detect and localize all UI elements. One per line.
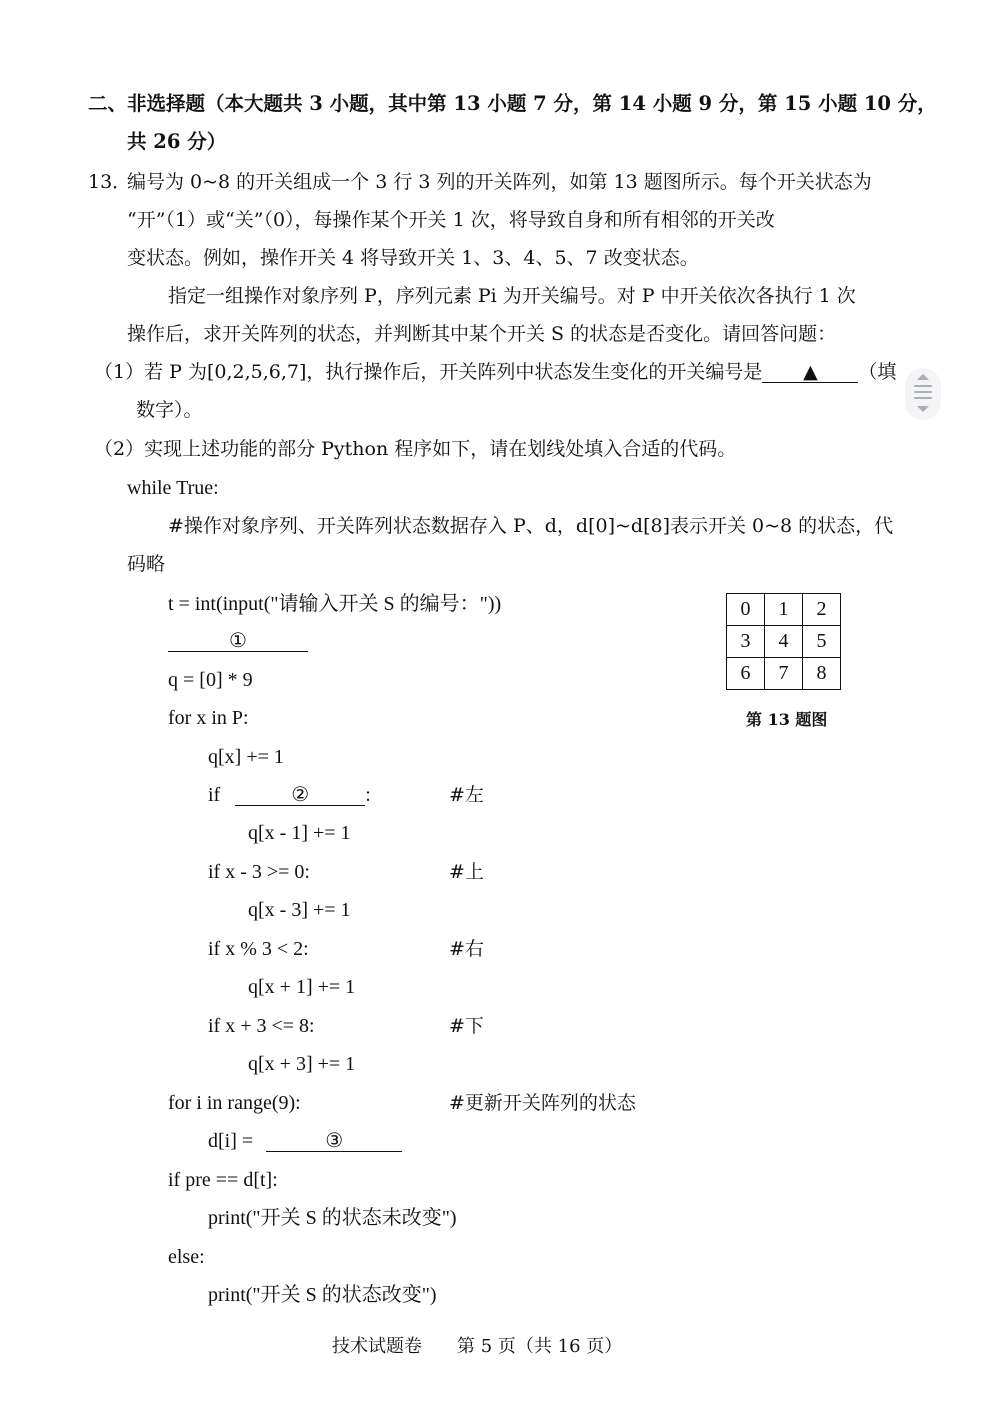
code-if-left (208, 783, 371, 807)
footer-subject: 技术试题卷 (332, 1336, 422, 1357)
question-para-line: 操作后，求开关阵列的状态，并判断其中某个开关 S 的状态是否变化。请回答问题： (127, 323, 837, 345)
answer-blank[interactable]: ▲ (762, 362, 858, 383)
switch-cell: 7 (765, 658, 803, 690)
code-q-up: q[x - 3] += 1 (248, 899, 351, 921)
code-comment: #操作对象序列、开关阵列状态数据存入 P、d，d[0]~d[8]表示开关 0~8 的状态，代 (168, 515, 894, 537)
code-comment-up: #上 (449, 861, 484, 883)
code-if-keyword: if (208, 784, 221, 806)
code-for-x: for x in P: (168, 707, 249, 729)
code-q-down: q[x + 3] += 1 (248, 1053, 356, 1075)
code-colon: : (365, 784, 371, 806)
question-number: 13． (88, 171, 132, 193)
section-heading: 二、非选择题（本大题共 3 小题，其中第 13 小题 7 分，第 14 小题 9 分，第 15 小题 10 分， (88, 92, 937, 115)
code-if-pre: if pre == d[t]: (168, 1169, 278, 1191)
code-comment-right: #右 (449, 938, 484, 960)
grip-line-icon (914, 391, 932, 393)
question-para-line: 指定一组操作对象序列 P，序列元素 Pi 为开关编号。对 P 中开关依次各执行 1 次 (168, 285, 856, 307)
switch-cell: 1 (765, 594, 803, 626)
code-q-init: q = [0] * 9 (168, 669, 253, 691)
code-blank-1-line (168, 629, 308, 653)
switch-cell: 8 (803, 658, 841, 690)
subquestion-1 (94, 360, 896, 384)
switch-grid (726, 593, 841, 690)
code-q-self: q[x] += 1 (208, 746, 284, 768)
grip-line-icon (914, 397, 932, 399)
section-heading-cont: 共 26 分） (127, 130, 227, 153)
code-comment-update: #更新开关阵列的状态 (449, 1092, 636, 1114)
chevron-down-icon (917, 406, 929, 412)
code-q-left: q[x - 1] += 1 (248, 822, 351, 844)
code-for-i: for i in range(9): (168, 1092, 301, 1114)
code-else: else: (168, 1246, 205, 1268)
switch-cell: 5 (803, 626, 841, 658)
figure-caption: 第 13 题图 (746, 710, 828, 729)
footer-page: 第 5 页（共 16 页） (457, 1336, 623, 1357)
code-if-right: if x % 3 < 2: (208, 938, 309, 960)
switch-cell: 4 (765, 626, 803, 658)
code-blank-3[interactable]: ③ (266, 1131, 402, 1152)
subquestion-1-cont: 数字）。 (136, 399, 203, 421)
grip-line-icon (914, 385, 932, 387)
subquestion-1-prefix: （1）若 P 为[0,2,5,6,7]，执行操作后，开关阵列中状态发生变化的开关编号是 (94, 361, 763, 383)
code-if-up: if x - 3 >= 0: (208, 861, 310, 883)
question-intro-line: 编号为 0~8 的开关组成一个 3 行 3 列的开关阵列，如第 13 题图所示。每个开关状态为 (127, 171, 872, 193)
code-print-changed: print("开关 S 的状态改变") (208, 1284, 437, 1306)
code-if-down: if x + 3 <= 8: (208, 1015, 315, 1037)
chevron-up-icon (917, 374, 929, 380)
code-while: while True: (127, 477, 219, 499)
question-intro-line: 变状态。例如，操作开关 4 将导致开关 1、3、4、5、7 改变状态。 (127, 247, 699, 269)
code-blank-2[interactable]: ② (235, 785, 365, 806)
code-comment-left: #左 (449, 784, 484, 806)
switch-cell: 0 (727, 594, 765, 626)
subquestion-2: （2）实现上述功能的部分 Python 程序如下，请在划线处填入合适的代码。 (94, 438, 737, 460)
switch-grid-figure (726, 593, 841, 690)
code-d-assign: d[i] = (208, 1130, 254, 1152)
code-d-assign-line (208, 1129, 402, 1153)
code-comment-down: #下 (449, 1015, 484, 1037)
subquestion-1-suffix: （填 (858, 361, 897, 383)
question-intro-line: “开”（1）或“关”（0），每操作某个开关 1 次，将导致自身和所有相邻的开关改 (127, 209, 775, 231)
code-blank-1[interactable]: ① (168, 631, 308, 652)
code-input-line: t = int(input("请输入开关 S 的编号：")) (168, 593, 502, 615)
code-comment-cont: 码略 (127, 553, 166, 575)
switch-cell: 2 (803, 594, 841, 626)
scroll-handle[interactable] (905, 368, 941, 420)
code-print-same: print("开关 S 的状态未改变") (208, 1207, 457, 1229)
code-q-right: q[x + 1] += 1 (248, 976, 356, 998)
switch-cell: 6 (727, 658, 765, 690)
switch-cell: 3 (727, 626, 765, 658)
